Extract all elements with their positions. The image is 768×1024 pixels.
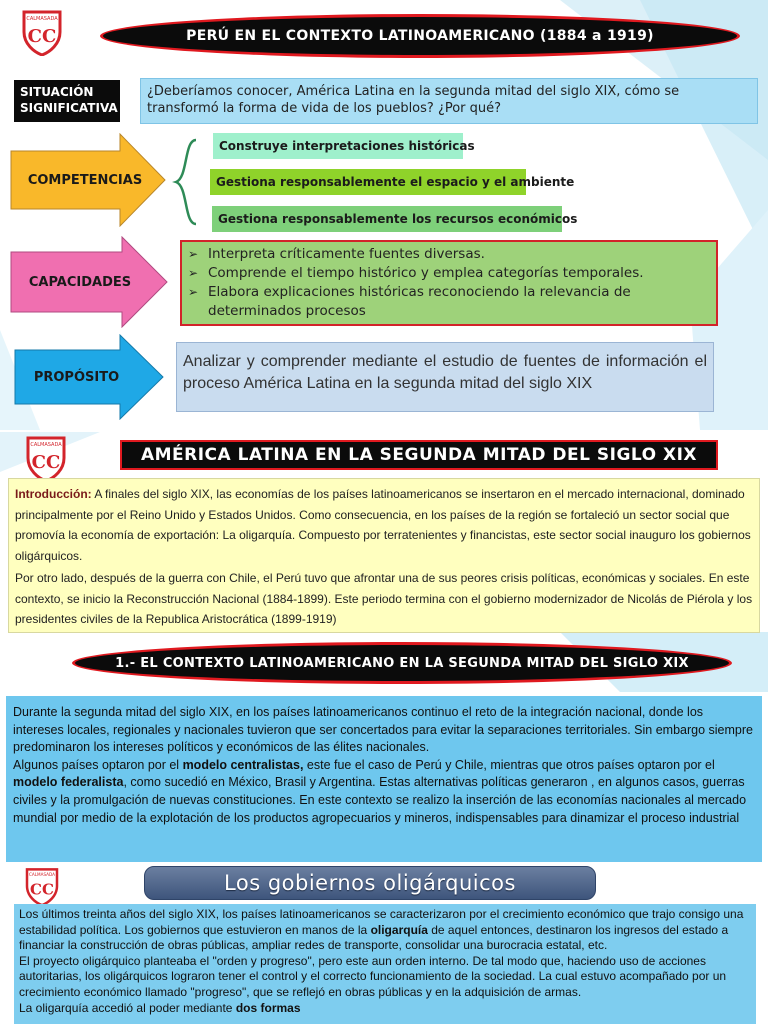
capacidad-item: ➢ Interpreta críticamente fuentes diversas. bbox=[188, 245, 710, 264]
page-title: PERÚ EN EL CONTEXTO LATINOAMERICANO (1884 a 1919) bbox=[100, 14, 740, 58]
capacidades-arrow bbox=[10, 236, 168, 328]
slide-2 bbox=[0, 432, 768, 862]
svg-text:CALMASADA: CALMASADA bbox=[28, 872, 56, 877]
capacidad-item: ➢ Comprende el tiempo histórico y emplea categorías temporales. bbox=[188, 264, 710, 283]
context-box bbox=[6, 696, 762, 862]
oligarchic-paragraph-1 bbox=[19, 907, 751, 954]
svg-text:CC: CC bbox=[27, 26, 57, 47]
proposito-arrow bbox=[14, 334, 164, 420]
capacidades-label: CAPACIDADES bbox=[28, 274, 132, 290]
subsection-title: 1.- EL CONTEXTO LATINOAMERICANO EN LA SEGUNDA MITAD DEL SIGLO XIX bbox=[72, 642, 732, 684]
slide-3 bbox=[0, 864, 768, 1024]
brace-icon bbox=[172, 138, 202, 228]
context-paragraph-2 bbox=[13, 757, 755, 827]
dos-formas-term: dos formas bbox=[235, 1000, 301, 1015]
intro-paragraph-1 bbox=[15, 484, 753, 566]
oligarchic-text: de aquel entonces, destinaron los ingresos del estado a financiar la construcción de obras públicas, ampliar redes de transporte, consolidar una burocracia estatal, etc. bbox=[19, 922, 729, 953]
svg-text:CC: CC bbox=[31, 452, 61, 473]
intro-box bbox=[8, 478, 760, 633]
slide-1 bbox=[0, 0, 768, 430]
context-text: , como sucedió en México, Brasil y Argentina. Estas alternativas políticas generaron , en algunos casos, guerras civiles y la promulgación de nuevas constituciones. En este contexto se realizo la inserción de las economías nacionales al mercado mundial por medio de la explotación de los productos agropecuarios y mineros, indispensables para dinamizar el proceso industrial bbox=[13, 775, 747, 825]
competencias-label: COMPETENCIAS bbox=[27, 172, 143, 188]
oligarquia-term: oligarquía bbox=[370, 922, 428, 937]
proposito-text: Analizar y comprender mediante el estudio de fuentes de información el proceso América Latina en la segunda mitad del siglo XIX bbox=[176, 342, 714, 412]
section-title: AMÉRICA LATINA EN LA SEGUNDA MITAD DEL SIGLO XIX bbox=[120, 440, 718, 470]
school-logo bbox=[20, 8, 64, 56]
situacion-text: ¿Deberíamos conocer, América Latina en la segunda mitad del siglo XIX, cómo se transformó la forma de vida de los pueblos? ¿Por qué? bbox=[140, 78, 758, 124]
context-paragraph-1: Durante la segunda mitad del siglo XIX, en los países latinoamericanos continuo el reto de la integración nacional, donde los intereses locales, regionales y nacionales tuvieron que ser concertados para evitar la separaciones territoriales. Sin embargo siempre predominaron los intereses políticos y económicos de las élites nacionales. bbox=[13, 705, 753, 755]
school-logo bbox=[20, 866, 66, 906]
svg-text:CC: CC bbox=[30, 880, 54, 899]
competencias-arrow bbox=[10, 133, 166, 227]
capacidad-item: ➢ Elabora explicaciones históricas reconociendo la relevancia de determinados procesos bbox=[188, 283, 710, 321]
proposito-label: PROPÓSITO bbox=[33, 369, 120, 385]
context-text: este fue el caso de Perú y Chile, mientras que otros países optaron por el bbox=[303, 757, 715, 772]
oligarchic-title: Los gobiernos oligárquicos bbox=[144, 866, 596, 900]
oligarchic-text: La oligarquía accedió al poder mediante bbox=[19, 1000, 236, 1015]
federalist-term: modelo federalista bbox=[13, 775, 124, 790]
intro-label: Introducción: bbox=[15, 487, 92, 501]
school-logo bbox=[24, 434, 68, 482]
intro-paragraph-2: Por otro lado, después de la guerra con Chile, el Perú tuvo que afrontar una de sus peores crisis políticas, económicas y sociales. En este contexto, se inicio la Reconstrucción Nacional (1884-1899). Este periodo termina con el gobierno modernizador de Nicolás de Piérola y los presidentes civiles de la Republica Aristocrática (1899-1919) bbox=[15, 571, 753, 626]
competencia-item-1: Construye interpretaciones históricas bbox=[213, 133, 463, 159]
svg-text:CALMASADA: CALMASADA bbox=[26, 16, 58, 22]
centralist-term: modelo centralistas, bbox=[182, 757, 304, 772]
oligarchic-paragraph-3 bbox=[19, 1001, 751, 1017]
oligarchic-paragraph-2: El proyecto oligárquico planteaba el "orden y progreso", pero este aun orden interno. De tal modo que, haciendo uso de acciones autoritarias, los oligárquicos lograron tener el control y el correcto funcionamiento de la sociedad. La cual estuvo acompañado por un crecimiento económico llamado "progreso", que se reflejó en obras públicas y en la adquisición de armas. bbox=[19, 953, 727, 999]
intro-text: A finales del siglo XIX, las economías de los países latinoamericanos se insertaron en el mercado internacional, dominado principalmente por el Reino Unido y Estados Unidos. Como consecuencia, en los países de la región se fortaleció un sector social que promovía la economía de exportación: La oligarquía. Compuesto por terratenientes y financistas, este sector social inauguro los gobiernos oligárquicos. bbox=[15, 487, 751, 563]
oligarchic-text-box bbox=[14, 904, 756, 1024]
capacidades-list bbox=[180, 240, 718, 326]
competencia-item-3: Gestiona responsablemente los recursos económicos bbox=[212, 206, 562, 232]
competencia-item-2: Gestiona responsablemente el espacio y el ambiente bbox=[210, 169, 526, 195]
context-text: Algunos países optaron por el bbox=[13, 757, 183, 772]
situacion-label: SITUACIÓN SIGNIFICATIVA bbox=[14, 80, 120, 122]
oligarchic-text: Los últimos treinta años del siglo XIX, los países latinoamericanos se caracterizaron por el crecimiento económico que trajo consigo una estabilidad política. Los gobiernos que estuvieron en manos de la bbox=[19, 907, 744, 937]
svg-text:CALMASADA: CALMASADA bbox=[30, 442, 62, 448]
